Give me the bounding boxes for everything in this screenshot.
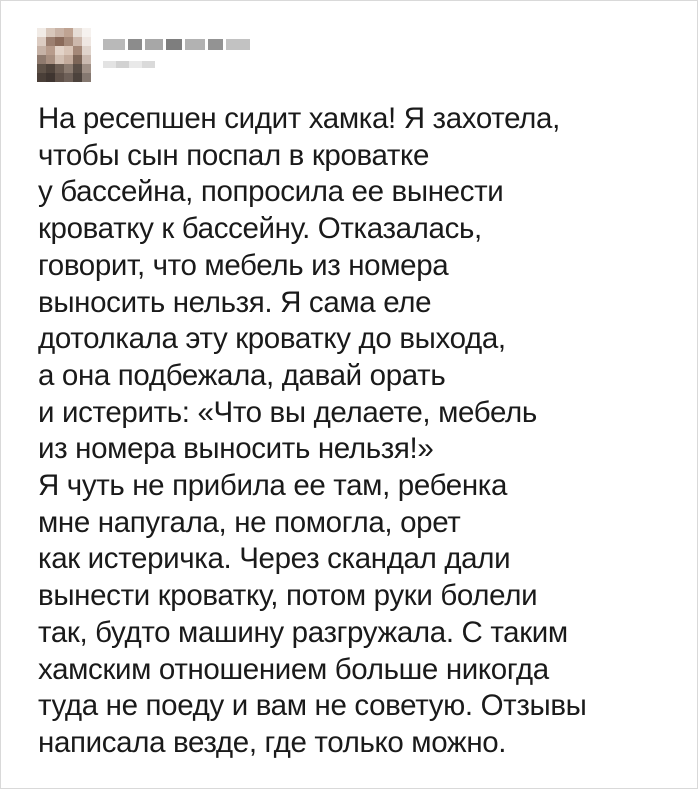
post-header [37, 28, 297, 84]
post-timestamp [103, 61, 155, 68]
post-line: На ресепшен сидит хамка! Я захотела, [38, 102, 560, 135]
post-line: говорит, что мебель из номера [38, 248, 449, 282]
post-line: так, будто машину разгружала. С таким [38, 615, 568, 649]
post-line: выносить нельзя. Я сама еле [38, 285, 432, 319]
post-line: дотолкала эту кроватку до выхода, [38, 322, 506, 356]
post-line: туда не поеду и вам не советую. Отзывы [38, 689, 587, 723]
post-line: хамским отношением больше никогда [38, 652, 549, 686]
post-line: из номера выносить нельзя!» [38, 432, 434, 466]
post-line: кроватку к бассейну. Отказалась, [38, 212, 482, 246]
post-line: как истеричка. Через скандал дали [38, 542, 511, 576]
post-line: написала везде, где только можно. [38, 725, 507, 759]
author-name[interactable] [103, 39, 253, 50]
post-line: чтобы сын поспал в кроватке [38, 138, 430, 172]
post-body [38, 101, 678, 762]
post-line: вынести кроватку, потом руки болели [38, 579, 538, 613]
post-line: мне напугала, не помогла, орет [38, 505, 461, 539]
post-line: Я чуть не прибила ее там, ребенка [38, 469, 508, 503]
post-line: а она подбежала, давай орать [38, 358, 446, 392]
avatar[interactable] [37, 28, 91, 82]
post-line: и истерить: «Что вы делаете, мебель [38, 395, 537, 429]
post-line: у бассейна, попросила ее вынести [38, 175, 504, 209]
